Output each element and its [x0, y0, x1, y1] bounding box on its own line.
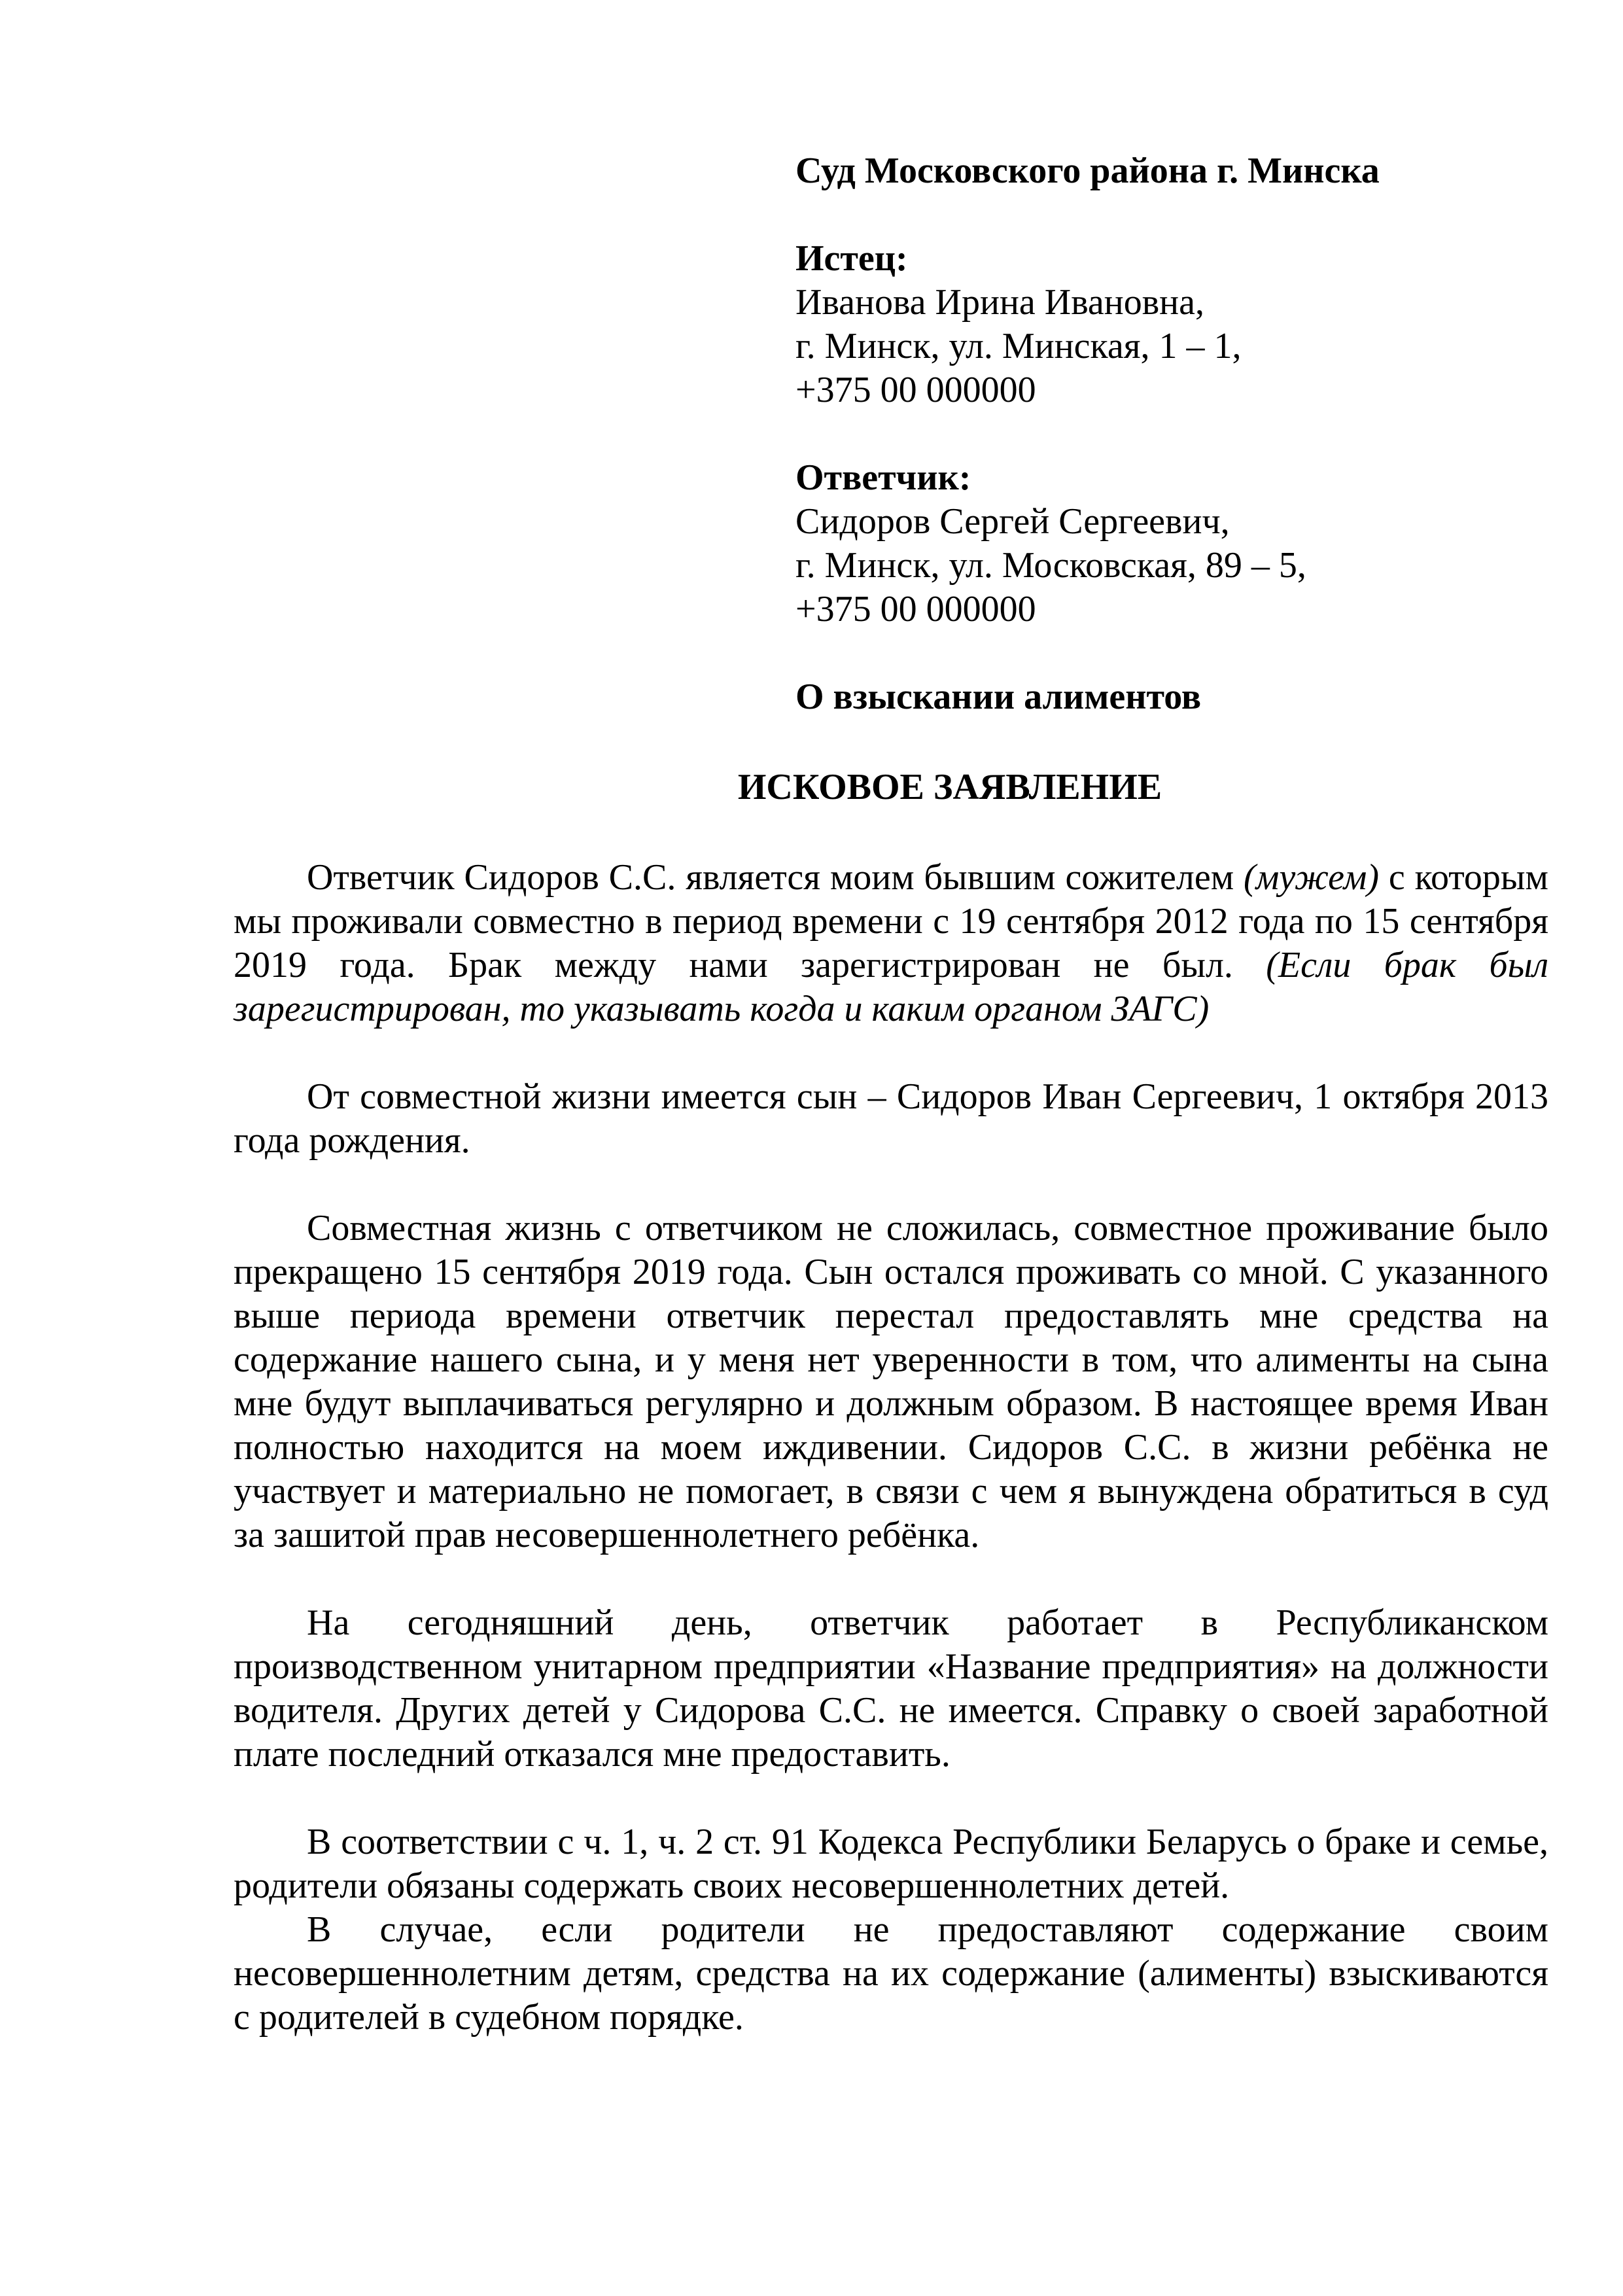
paragraph-child: От совместной жизни имеется сын – Сидоров Иван Сергеевич, 1 октября 2013 года рождения. [234, 1076, 1548, 1161]
plaintiff-address: г. Минск, ул. Минская, 1 – 1, [795, 326, 1242, 366]
defendant-label: Ответчик: [795, 457, 971, 498]
paragraph-text: Ответчик Сидоров С.С. является моим бывшим сожителем [307, 857, 1244, 898]
paragraph-legal-consequence: В случае, если родители не предоставляют содержание своим несовершеннолетним детям, средства на их содержание (алименты) взыскиваются с родителей в судебном порядке. [234, 1909, 1548, 2038]
addressee-block [795, 149, 1548, 719]
claim-subject: О взыскании алиментов [795, 677, 1202, 717]
italic-note: (мужем) [1243, 857, 1380, 898]
document-title: ИСКОВОЕ ЗАЯВЛЕНИЕ [737, 767, 1162, 807]
defendant-phone: +375 00 000000 [795, 589, 1036, 629]
spacer [795, 412, 1548, 456]
paragraph-relationship [234, 856, 1548, 1031]
paragraph-employment: На сегодняшний день, ответчик работает в Республиканском производственном унитарном предприятии «Название предприятия» на должности водителя. Других детей у Сидорова С.С. не имеется. Справку о своей заработной плате последний отказался мне предоставить. [234, 1602, 1548, 1775]
defendant-name: Сидоров Сергей Сергеевич, [795, 501, 1230, 542]
plaintiff-phone: +375 00 000000 [795, 370, 1036, 410]
italic-note: (Если брак был зарегистрирован, то указывать когда и каким органом ЗАГС) [234, 945, 1548, 1029]
spacer [795, 631, 1548, 675]
paragraph-legal-basis: В соответствии с ч. 1, ч. 2 ст. 91 Кодекса Республики Беларусь о браке и семье, родители обязаны содержать своих несовершеннолетних детей. [234, 1822, 1548, 1906]
paragraph-circumstances: Совместная жизнь с ответчиком не сложилась, совместное проживание было прекращено 15 сентября 2019 года. Сын остался проживать со мной. С указанного выше периода времени ответчик перестал предоставлять мне средства на содержание нашего сына, и у меня нет уверенности в том, что алименты на сына мне будут выплачиваться регулярно и должным образом. В настоящее время Иван полностью находится на моем иждивении. Сидоров С.С. в жизни ребёнка не участвует и материально не помогает, в связи с чем я вынуждена обратиться в суд за зашитой прав несовершеннолетнего ребёнка. [234, 1208, 1548, 1555]
paragraph-text: с которым мы проживали совместно в период времени с 19 сентября 2012 года по 15 сентября 2019 года. Брак между нами зарегистрирован не был. [234, 857, 1548, 985]
plaintiff-name: Иванова Ирина Ивановна, [795, 282, 1204, 323]
plaintiff-label: Истец: [795, 238, 908, 279]
document-body [234, 856, 1548, 2040]
defendant-address: г. Минск, ул. Московская, 89 – 5, [795, 545, 1306, 586]
court-name: Суд Московского района г. Минска [795, 150, 1380, 191]
